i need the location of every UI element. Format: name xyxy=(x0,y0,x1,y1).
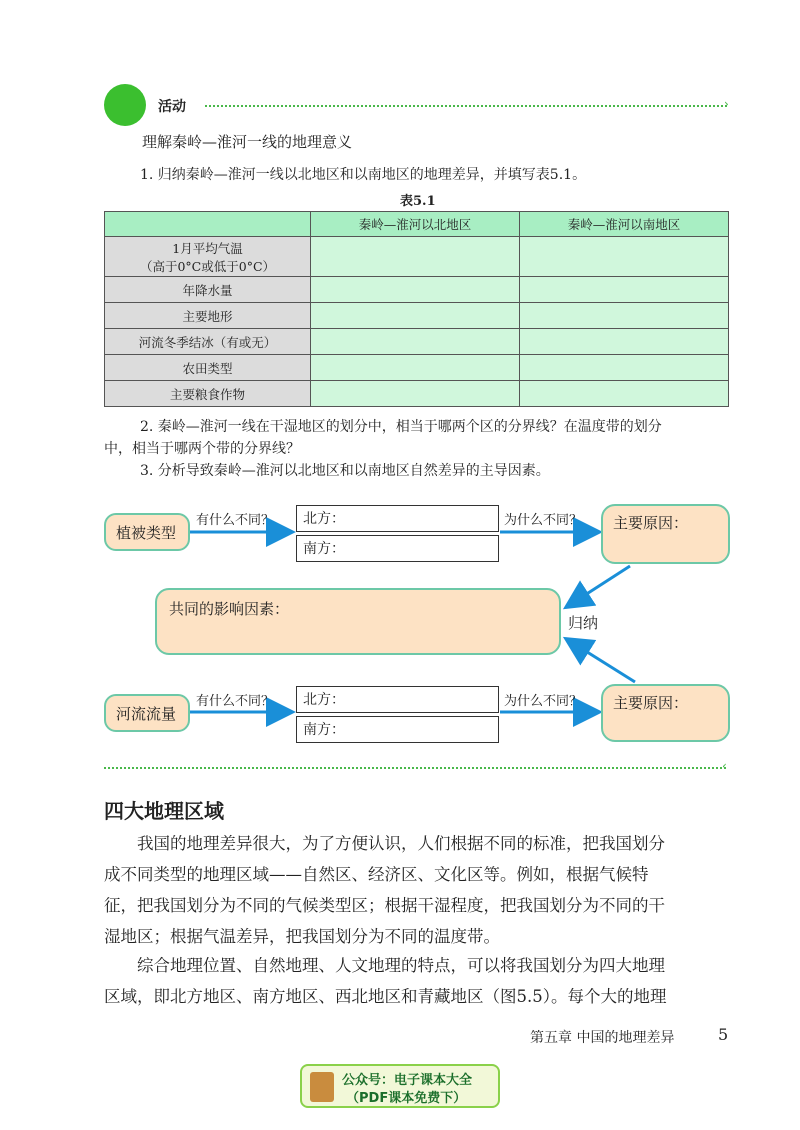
chapter-footer: 第五章 中国的地理差异 xyxy=(530,1030,675,1046)
question-2-line1: 2. 秦岭—淮河一线在干湿地区的划分中，相当于哪两个区的分界线？在温度带的划分 xyxy=(140,419,662,435)
activity-title: 理解秦岭—淮河一线的地理意义 xyxy=(142,133,353,151)
south-field[interactable]: 南方： xyxy=(296,535,499,562)
promo-badge[interactable] xyxy=(300,1064,500,1108)
table-row-label: 1月平均气温 （高于0°C或低于0°C） xyxy=(105,237,311,277)
question-1: 1. 归纳秦岭—淮河一线以北地区和以南地区的地理差异，并填写表5.1。 xyxy=(140,167,587,183)
vegetation-type-box: 植被类型 xyxy=(104,513,190,551)
table-caption: 表5.1 xyxy=(400,194,436,209)
table-header-north: 秦岭—淮河以北地区 xyxy=(311,212,520,237)
table-row-label: 主要粮食作物 xyxy=(105,381,311,407)
activity-label: 活动 xyxy=(158,99,186,115)
table-row-label: 农田类型 xyxy=(105,355,311,381)
promo-line1: 公众号：电子课本大全 xyxy=(342,1073,473,1088)
activity-end-divider xyxy=(104,767,726,769)
what-different-label: 有什么不同？ xyxy=(196,513,275,528)
promo-line2: （PDF课本免费下） xyxy=(346,1091,467,1106)
river-flow-box: 河流流量 xyxy=(104,694,190,732)
divider-arrow-icon: ‹ xyxy=(722,759,727,773)
divider-arrow-icon: › xyxy=(724,97,729,111)
table-header-south: 秦岭—淮河以南地区 xyxy=(520,212,729,237)
why-different-label: 为什么不同？ xyxy=(504,694,583,709)
table-row-label: 年降水量 xyxy=(105,277,311,303)
north-field[interactable]: 北方： xyxy=(296,505,499,532)
paragraph-2: 综合地理位置、自然地理、人文地理的特点，可以将我国划分为四大地理 区域，即北方地区、南方地区、西北地区和青藏地区（图5.5）。每个大的地理 xyxy=(104,956,667,1006)
section-title: 四大地理区域 xyxy=(104,799,224,823)
north-field[interactable]: 北方： xyxy=(296,686,499,713)
table-row-label: 主要地形 xyxy=(105,303,311,329)
south-field[interactable]: 南方： xyxy=(296,716,499,743)
question-2-line2: 中，相当于哪两个带的分界线？ xyxy=(104,441,300,457)
page-number: 5 xyxy=(718,1025,729,1044)
common-factor-box[interactable]: 共同的影响因素： xyxy=(155,588,561,655)
question-3: 3. 分析导致秦岭—淮河以北地区和以南地区自然差异的主导因素。 xyxy=(140,463,550,479)
book-icon xyxy=(310,1072,334,1102)
paragraph-1: 我国的地理差异很大，为了方便认识，人们根据不同的标准，把我国划分 成不同类型的地理区域——自然区、经济区、文化区等。例如，根据气候特 征，把我国划分为不同的气候类型区；根据干湿程度，把我国划分为不同的干 湿地区；根据气温差异，把我国划分为不同的温度带。 xyxy=(104,834,665,946)
induce-label: 归纳 xyxy=(568,614,599,632)
table-row-label: 河流冬季结冰（有或无） xyxy=(105,329,311,355)
main-reason-box[interactable]: 主要原因： xyxy=(601,684,730,742)
what-different-label: 有什么不同？ xyxy=(196,694,275,709)
why-different-label: 为什么不同？ xyxy=(504,513,583,528)
main-reason-box[interactable]: 主要原因： xyxy=(601,504,730,564)
